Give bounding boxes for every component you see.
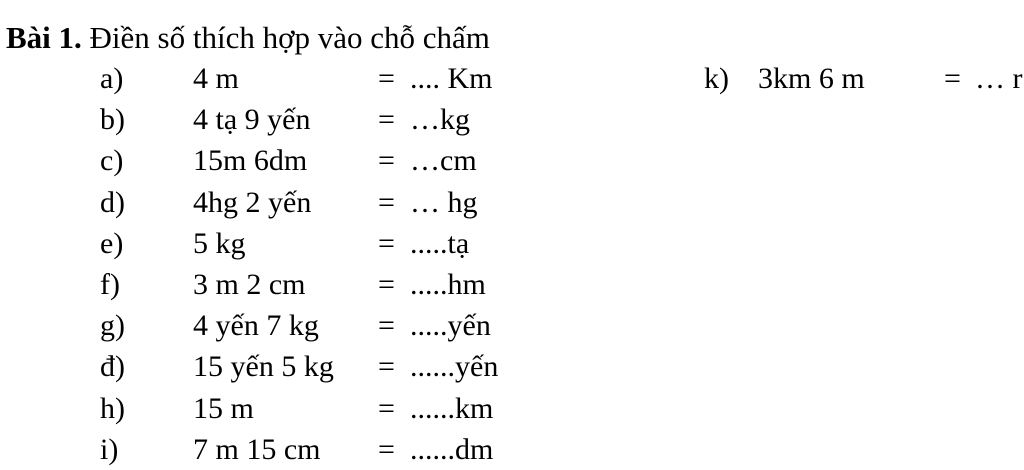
equals-sign: = (378, 226, 395, 260)
answer-blank: …cm (410, 144, 477, 178)
equals-sign: = (378, 309, 395, 343)
answer-blank: ......dm (410, 432, 494, 466)
answer-blank: … hg (410, 185, 478, 219)
equals-sign: = (378, 391, 395, 425)
answer-blank: ......km (410, 391, 494, 425)
equals-sign: = (378, 268, 395, 301)
item-letter: h) (100, 391, 125, 425)
exercise-instruction: Điền số thích hợp vào chỗ chấm (81, 20, 490, 55)
answer-blank: .....yến (410, 309, 491, 343)
item-quantity: 5 kg (193, 226, 246, 260)
item-letter: k) (704, 62, 729, 95)
answer-blank: .... Km (410, 62, 493, 95)
equals-sign: = (378, 350, 395, 384)
exercise-item-k (0, 60, 1024, 98)
item-quantity: 15 m (193, 391, 254, 425)
equals-sign: = (378, 144, 395, 178)
item-letter: đ) (100, 350, 125, 384)
item-letter: g) (100, 309, 125, 343)
exercise-number: Bài 1. (6, 20, 82, 55)
item-letter: c) (100, 144, 124, 178)
answer-blank: …kg (410, 103, 470, 137)
item-quantity: 3km 6 m (758, 62, 865, 95)
equals-sign: = (378, 432, 395, 466)
item-quantity: 4 tạ 9 yến (193, 103, 311, 137)
item-letter: d) (100, 185, 125, 219)
item-quantity: 4 m (193, 62, 239, 95)
item-quantity: 4 yến 7 kg (193, 309, 319, 343)
item-letter: i) (100, 432, 119, 466)
item-quantity: 4hg 2 yến (193, 185, 312, 219)
equals-sign: = (944, 62, 961, 95)
answer-blank: … r (975, 62, 1023, 95)
answer-blank: ......yến (410, 350, 499, 384)
item-letter: a) (100, 62, 124, 95)
equals-sign: = (378, 62, 395, 95)
item-quantity: 15m 6dm (193, 144, 308, 178)
item-quantity: 3 m 2 cm (193, 268, 306, 301)
item-letter: b) (100, 103, 125, 137)
exercise-title (6, 18, 490, 58)
equals-sign: = (378, 103, 395, 137)
equals-sign: = (378, 185, 395, 219)
answer-blank: .....tạ (410, 226, 470, 260)
answer-blank: .....hm (410, 268, 486, 301)
item-letter: f) (100, 268, 120, 301)
item-quantity: 15 yến 5 kg (193, 350, 334, 384)
item-quantity: 7 m 15 cm (193, 432, 321, 466)
item-letter: e) (100, 226, 124, 260)
